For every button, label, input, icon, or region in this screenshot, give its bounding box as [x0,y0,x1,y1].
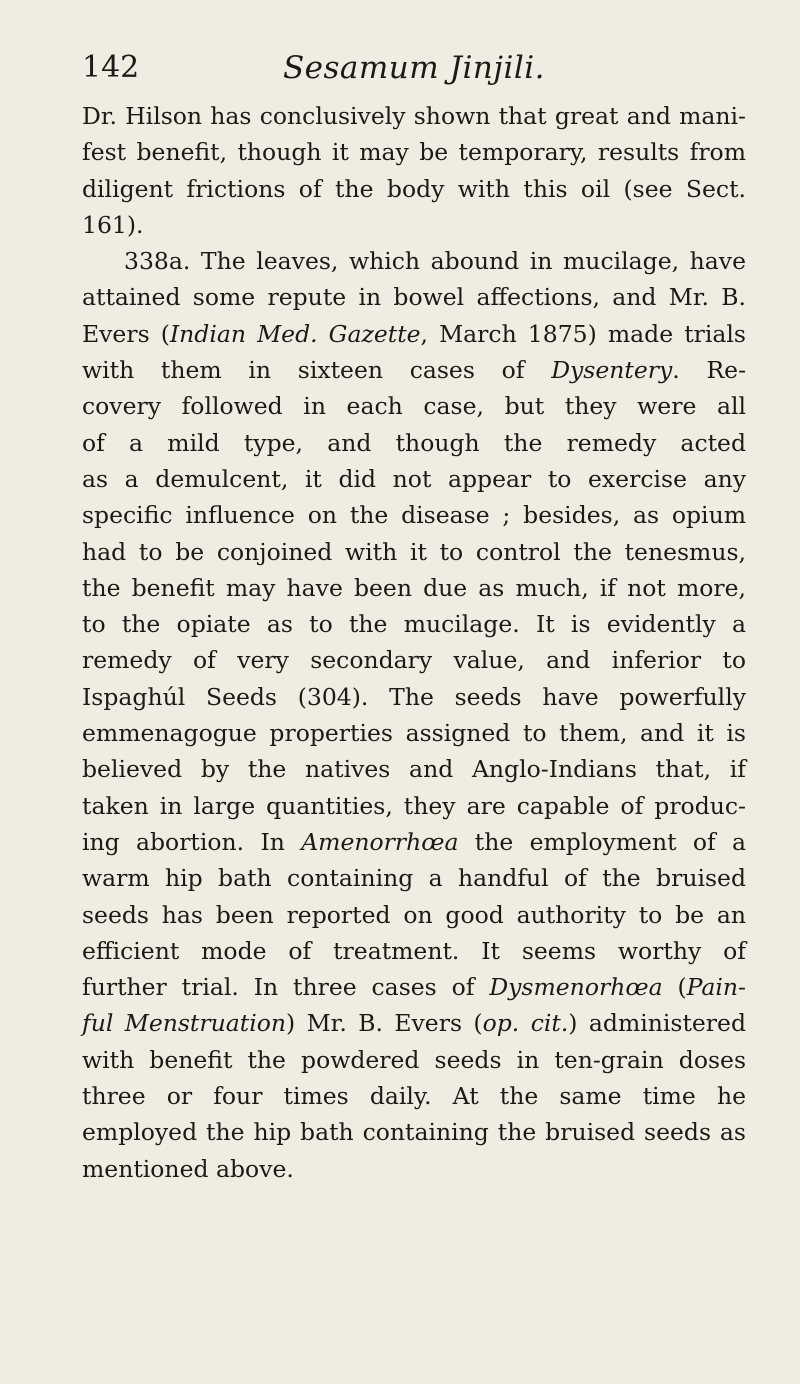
text-line: to the opiate as to the mucilage. It is evidently a [82,610,746,639]
text-line: Dr. Hilson has conclusively shown that great and mani- [82,102,746,130]
text-line: seeds has been reported on good authority to be an [82,900,746,929]
text-line: ing abortion. In Amenorrhœa the employment of a [82,827,746,856]
text-line: as a demulcent, it did not appear to exercise any [82,464,746,493]
text-line: with them in sixteen cases of Dysentery. Re- [82,356,747,385]
text-line: remedy of very secondary value, and inferior to [82,646,746,675]
text-line: emmenagogue properties assigned to them, and it is [82,719,746,748]
text-line: of a mild type, and though the remedy acted [82,428,746,457]
text-line: 338a. The leaves, which abound in mucilage, have [124,247,746,276]
running-title: Sesamum Jinjili. [282,50,546,86]
text-line: further trial. In three cases of Dysmenorhœa (Pain- [82,973,746,1002]
text-line: 161). [82,210,144,239]
text-line: the benefit may have been due as much, if not more, [82,573,746,602]
text-line: believed by the natives and Anglo-Indians that, if [82,755,746,784]
text-line: three or four times daily. At the same time he [82,1082,746,1111]
body-text [82,98,746,1187]
text-line: covery followed in each case, but they were all [82,392,746,421]
page-header [82,48,746,92]
text-line: warm hip bath containing a handful of the bruised [82,864,746,893]
text-line: Evers (Indian Med. Gazette, March 1875) made trials [82,319,746,348]
text-line: taken in large quantities, they are capable of produc- [82,791,746,820]
text-line: ful Menstruation) Mr. B. Evers (op. cit.) administered [82,1009,746,1038]
text-line: had to be conjoined with it to control the tenesmus, [82,537,746,566]
text-line: mentioned above. [82,1154,294,1183]
text-line: employed the hip bath containing the bruised seeds as [82,1118,746,1147]
text-line: diligent frictions of the body with this oil (see Sect. [82,174,746,203]
text-line: Ispaghúl Seeds (304). The seeds have powerfully [82,682,746,711]
text-line: attained some repute in bowel affections, and Mr. B. [82,283,746,312]
text-line: fest benefit, though it may be temporary, results from [82,138,746,167]
page-number: 142 [82,50,140,85]
text-line: with benefit the powdered seeds in ten-grain doses [82,1045,746,1074]
text-line: efficient mode of treatment. It seems worthy of [82,936,746,965]
text-line: specific influence on the disease ; besides, as opium [82,501,746,530]
